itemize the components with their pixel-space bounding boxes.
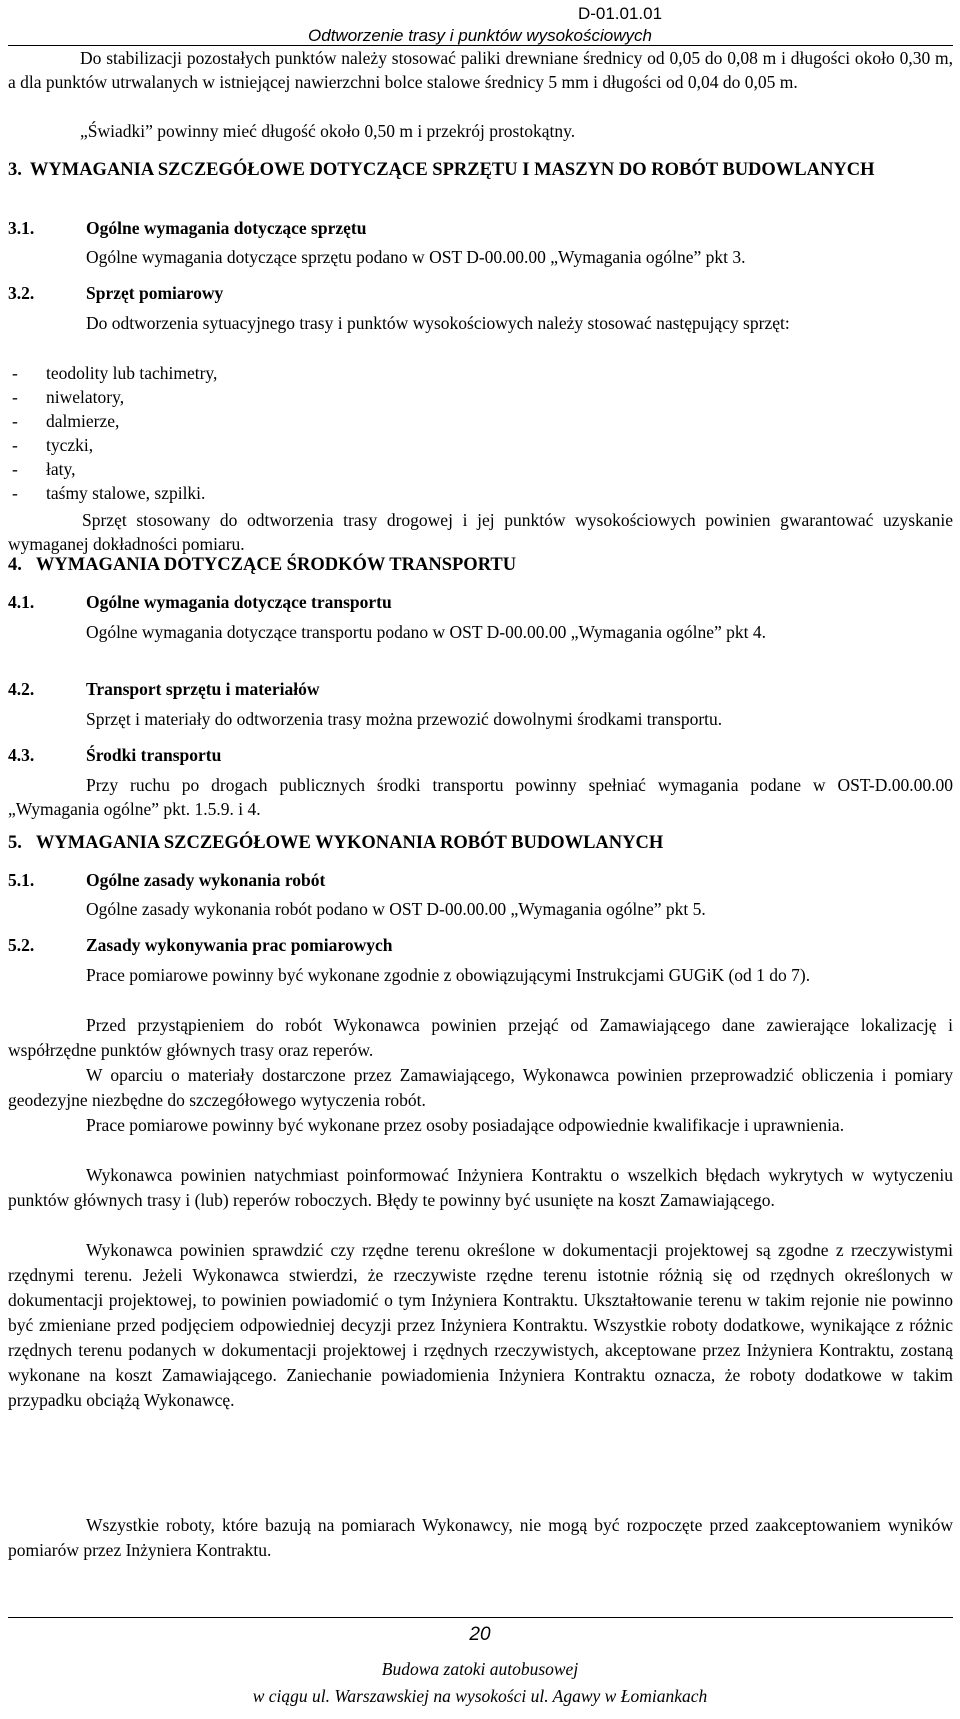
section-3-2-text: Do odtworzenia sytuacyjnego trasy i punktów wysokościowych należy stosować następujący sprzęt:: [86, 313, 790, 333]
section-4-2-title: Transport sprzętu i materiałów: [86, 679, 320, 699]
section-4-3-title: Środki transportu: [86, 745, 222, 765]
intro-paragraph-1: Do stabilizacji pozostałych punktów należy stosować paliki drewniane średnicy od 0,05 do 0,08 m i długości około 0,30 m, a dla punktów utrwalanych w istniejącej nawierzchni bolce stalowe średnicy 5 mm i długości od 0,04 do 0,05 m.: [8, 48, 953, 92]
section-3-2-heading: [8, 281, 953, 305]
section-5-heading: [8, 831, 953, 855]
section-4-1-title: Ogólne wymagania dotyczące transportu: [86, 592, 392, 612]
section-5-1-text: Ogólne zasady wykonania robót podano w OST D-00.00.00 „Wymagania ogólne” pkt 5.: [86, 899, 706, 919]
section-5-1-title: Ogólne zasady wykonania robót: [86, 870, 326, 890]
footer-project-line-1: Budowa zatoki autobusowej: [381, 1659, 579, 1679]
equipment-list: [8, 361, 953, 505]
section-3-2-title: Sprzęt pomiarowy: [86, 283, 224, 303]
section-5-2-paragraph-3: W oparciu o materiały dostarczone przez Zamawiającego, Wykonawca powinien przeprowadzić obliczenia i pomiary geodezyjne niezbędne do szczegółowego wytyczenia robót.: [8, 1065, 953, 1110]
section-3-1-heading: [8, 216, 953, 240]
section-4-title: WYMAGANIA DOTYCZĄCE ŚRODKÓW TRANSPORTU: [35, 555, 517, 575]
section-5-2-paragraph-6: Wykonawca powinien sprawdzić czy rzędne terenu określone w dokumentacji projektowej są zgodne z rzeczywistymi rzędnymi terenu. Jeżeli Wykonawca stwierdzi, że rzeczywiste rzędne terenu istotnie różnią się od rzędnych określonych w dokumentacji projektowej, to powinien powiadomić o tym Inżyniera Kontraktu. Ukształtowanie terenu w takim rejonie nie powinno być zmieniane przed podjęciem odpowiedniej decyzji przez Inżyniera Kontraktu. Wszystkie roboty dodatkowe, wynikające z różnic rzędnych terenu podanych w dokumentacji projektowej i rzędnych rzeczywistych, akceptowane przez Inżyniera Kontraktu, zostaną wykonane na koszt Zamawiającego. Zaniechanie powiadomienia Inżyniera Kontraktu oznacza, że roboty dodatkowe w takim przypadku obciążą Wykonawcę.: [8, 1240, 953, 1410]
section-5-2-paragraph-7: Wszystkie roboty, które bazują na pomiarach Wykonawcy, nie mogą być rozpoczęte przed zaakceptowaniem wyników pomiarów przez Inżyniera Kontraktu.: [8, 1515, 953, 1560]
section-4-3-number: 4.3.: [8, 745, 35, 765]
section-5-2-paragraph-2: Przed przystąpieniem do robót Wykonawca powinien przejąć od Zamawiającego dane zawierające lokalizację i współrzędne punktów głównych trasy oraz reperów.: [8, 1015, 953, 1060]
section-4-1-number: 4.1.: [8, 592, 35, 612]
spec-title: Odtworzenie trasy i punktów wysokościowych: [308, 26, 652, 45]
section-5-2-number: 5.2.: [8, 935, 35, 955]
section-4-1-heading: [8, 590, 953, 614]
section-5-number: 5.: [8, 833, 22, 853]
section-5-2-paragraph-1: Prace pomiarowe powinny być wykonane zgodnie z obowiązującymi Instrukcjami GUGiK (od 1 do 7).: [86, 965, 811, 985]
section-4-2-heading: [8, 677, 953, 701]
section-3-1-text: Ogólne wymagania dotyczące sprzętu podano w OST D-00.00.00 „Wymagania ogólne” pkt 3.: [86, 247, 746, 267]
section-4-1-text: Ogólne wymagania dotyczące transportu podano w OST D-00.00.00 „Wymagania ogólne” pkt 4.: [86, 622, 766, 642]
section-5-title: WYMAGANIA SZCZEGÓŁOWE WYKONANIA ROBÓT BUDOWLANYCH: [35, 833, 664, 853]
list-item: - niwelatory,: [12, 387, 125, 407]
list-item: - taśmy stalowe, szpilki.: [12, 483, 206, 503]
footer-divider: [8, 1617, 953, 1618]
section-3-2-after: Sprzęt stosowany do odtworzenia trasy drogowej i jej punktów wysokościowych powinien gwarantować uzyskanie wymaganej dokładności pomiaru.: [8, 510, 953, 554]
section-3-1-title: Ogólne wymagania dotyczące sprzętu: [86, 218, 367, 238]
section-5-2-paragraph-5: Wykonawca powinien natychmiast poinformować Inżyniera Kontraktu o wszelkich błędach wykrytych w wytyczeniu punktów głównych trasy i (lub) reperów roboczych. Błędy te powinny być usunięte na koszt Zamawiającego.: [8, 1165, 953, 1210]
list-item: - dalmierze,: [12, 411, 120, 431]
section-4-3-heading: [8, 743, 953, 767]
section-3-1-number: 3.1.: [8, 218, 35, 238]
footer-project-line-2: w ciągu ul. Warszawskiej na wysokości ul. Agawy w Łomiankach: [252, 1686, 708, 1706]
list-item: - tyczki,: [12, 435, 94, 455]
section-3-heading: [8, 158, 953, 182]
section-5-2-paragraph-4: Prace pomiarowe powinny być wykonane przez osoby posiadające odpowiednie kwalifikacje i uprawnienia.: [86, 1115, 845, 1135]
section-3-2-number: 3.2.: [8, 283, 35, 303]
section-4-2-number: 4.2.: [8, 679, 35, 699]
section-4-number: 4.: [8, 555, 22, 575]
spec-code: D-01.01.01: [577, 4, 663, 23]
section-3-number: 3.: [8, 160, 22, 180]
intro-paragraph-2: „Świadki” powinny mieć długość około 0,50 m i przekrój prostokątny.: [80, 121, 576, 141]
section-5-2-title: Zasady wykonywania prac pomiarowych: [86, 935, 393, 955]
list-item: - łaty,: [12, 459, 76, 479]
section-3-title: WYMAGANIA SZCZEGÓŁOWE DOTYCZĄCE SPRZĘTU I MASZYN DO ROBÓT BUDOWLANYCH: [29, 160, 875, 180]
section-4-2-text: Sprzęt i materiały do odtworzenia trasy można przewozić dowolnymi środkami transportu.: [86, 709, 723, 729]
section-4-heading: [8, 553, 953, 577]
section-5-2-heading: [8, 933, 953, 957]
section-4-3-text: Przy ruchu po drogach publicznych środki transportu powinny spełniać wymagania podane w OST-D.00.00.00 „Wymagania ogólne” pkt. 1.5.9. i 4.: [8, 775, 953, 819]
section-5-1-number: 5.1.: [8, 870, 35, 890]
list-item: - teodolity lub tachimetry,: [12, 363, 218, 383]
page-number: 20: [469, 1624, 491, 1645]
section-5-1-heading: [8, 868, 953, 892]
